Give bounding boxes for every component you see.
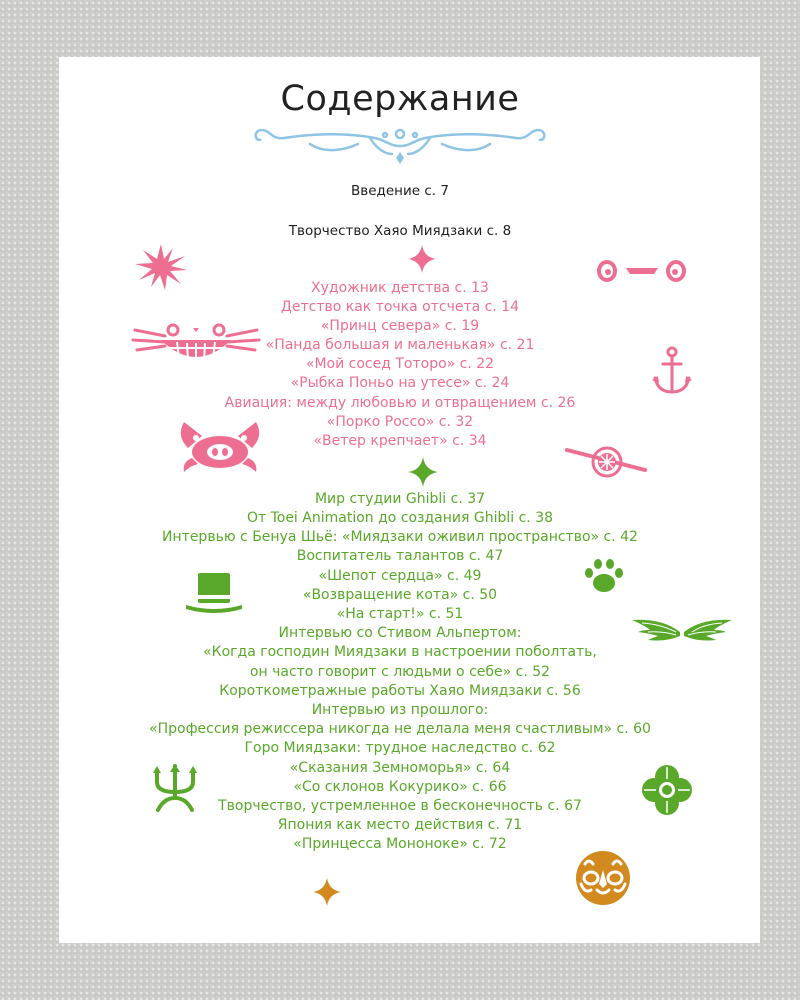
toc-entry: Детство как точка отсчета с. 14	[280, 299, 520, 315]
section-entry: Творчество Хаяо Миядзаки с. 8	[288, 223, 512, 239]
pink-sparkle-icon	[408, 245, 436, 273]
toc-entry: Горо Миядзаки: трудное наследство с. 62	[244, 740, 556, 756]
toc-entry: Творчество, устремленное в бесконечность с. 67	[218, 798, 582, 814]
propeller-plane-icon	[565, 440, 647, 484]
toc-entry: «Ветер крепчает» с. 34	[313, 433, 487, 449]
soot-eyes-icon	[596, 258, 688, 284]
toc-entry: Мир студии Ghibli с. 37	[314, 491, 486, 507]
toc-entry: Япония как место действия с. 71	[277, 817, 523, 833]
page-title: Содержание	[280, 79, 520, 119]
toc-entry: «Принц севера» с. 19	[320, 318, 480, 334]
toc-entry: «Порко Россо» с. 32	[326, 414, 474, 430]
toc-entry: «Мой сосед Тоторо» с. 22	[305, 356, 495, 372]
trident-icon	[150, 764, 200, 812]
toc-entry: «Сказания Земноморья» с. 64	[289, 760, 511, 776]
toc-entry: «Когда господин Миядзаки в настроении поболтать,	[203, 644, 597, 660]
toc-entry: Воспитатель талантов с. 47	[296, 548, 504, 564]
toc-entry: «Возвращение кота» с. 50	[302, 587, 498, 603]
toc-entry: он часто говорит с людьми о себе» с. 52	[249, 664, 551, 680]
pig-face-icon	[178, 422, 262, 480]
gold-sparkle-icon	[313, 878, 341, 906]
toc-entry: «Рыбка Поньо на утесе» с. 24	[290, 375, 510, 391]
wings-icon	[632, 618, 732, 644]
mononoke-mask-icon	[575, 850, 631, 906]
toc-entry: Интервью из прошлого:	[311, 702, 489, 718]
toc-entry: Интервью с Бенуа Шьё: «Миядзаки оживил пространство» с. 42	[162, 529, 638, 545]
toc-entry: От Toei Animation до создания Ghibli с. 38	[246, 510, 554, 526]
toc-entry: Короткометражные работы Хаяо Миядзаки с. 56	[219, 683, 581, 699]
flourish-ornament-icon	[250, 124, 550, 164]
toc-entry: Авиация: между любовью и отвращением с. 26	[224, 395, 576, 411]
toc-entry: «Со склонов Кокурико» с. 66	[293, 779, 507, 795]
toc-entry: «Профессия режиссера никогда не делала меня счастливым» с. 60	[149, 721, 651, 737]
flower-icon	[642, 765, 692, 815]
toc-entry: «Панда большая и маленькая» с. 21	[265, 337, 535, 353]
toc-entry: «Принцесса Мононоке» с. 72	[293, 836, 507, 852]
toc-entry: Интервью со Стивом Альпертом:	[278, 625, 522, 641]
catbus-face-icon	[133, 322, 259, 366]
toc-entry: «Шепот сердца» с. 49	[318, 568, 482, 584]
paw-print-icon	[584, 558, 624, 594]
toc-entry: Художник детства с. 13	[311, 280, 489, 296]
starburst-icon	[135, 244, 187, 290]
intro-entry: Введение с. 7	[351, 183, 449, 199]
top-hat-icon	[186, 573, 242, 613]
toc-entry: «На старт!» с. 51	[336, 606, 464, 622]
anchor-icon	[652, 346, 692, 396]
green-sparkle-icon	[408, 457, 438, 487]
